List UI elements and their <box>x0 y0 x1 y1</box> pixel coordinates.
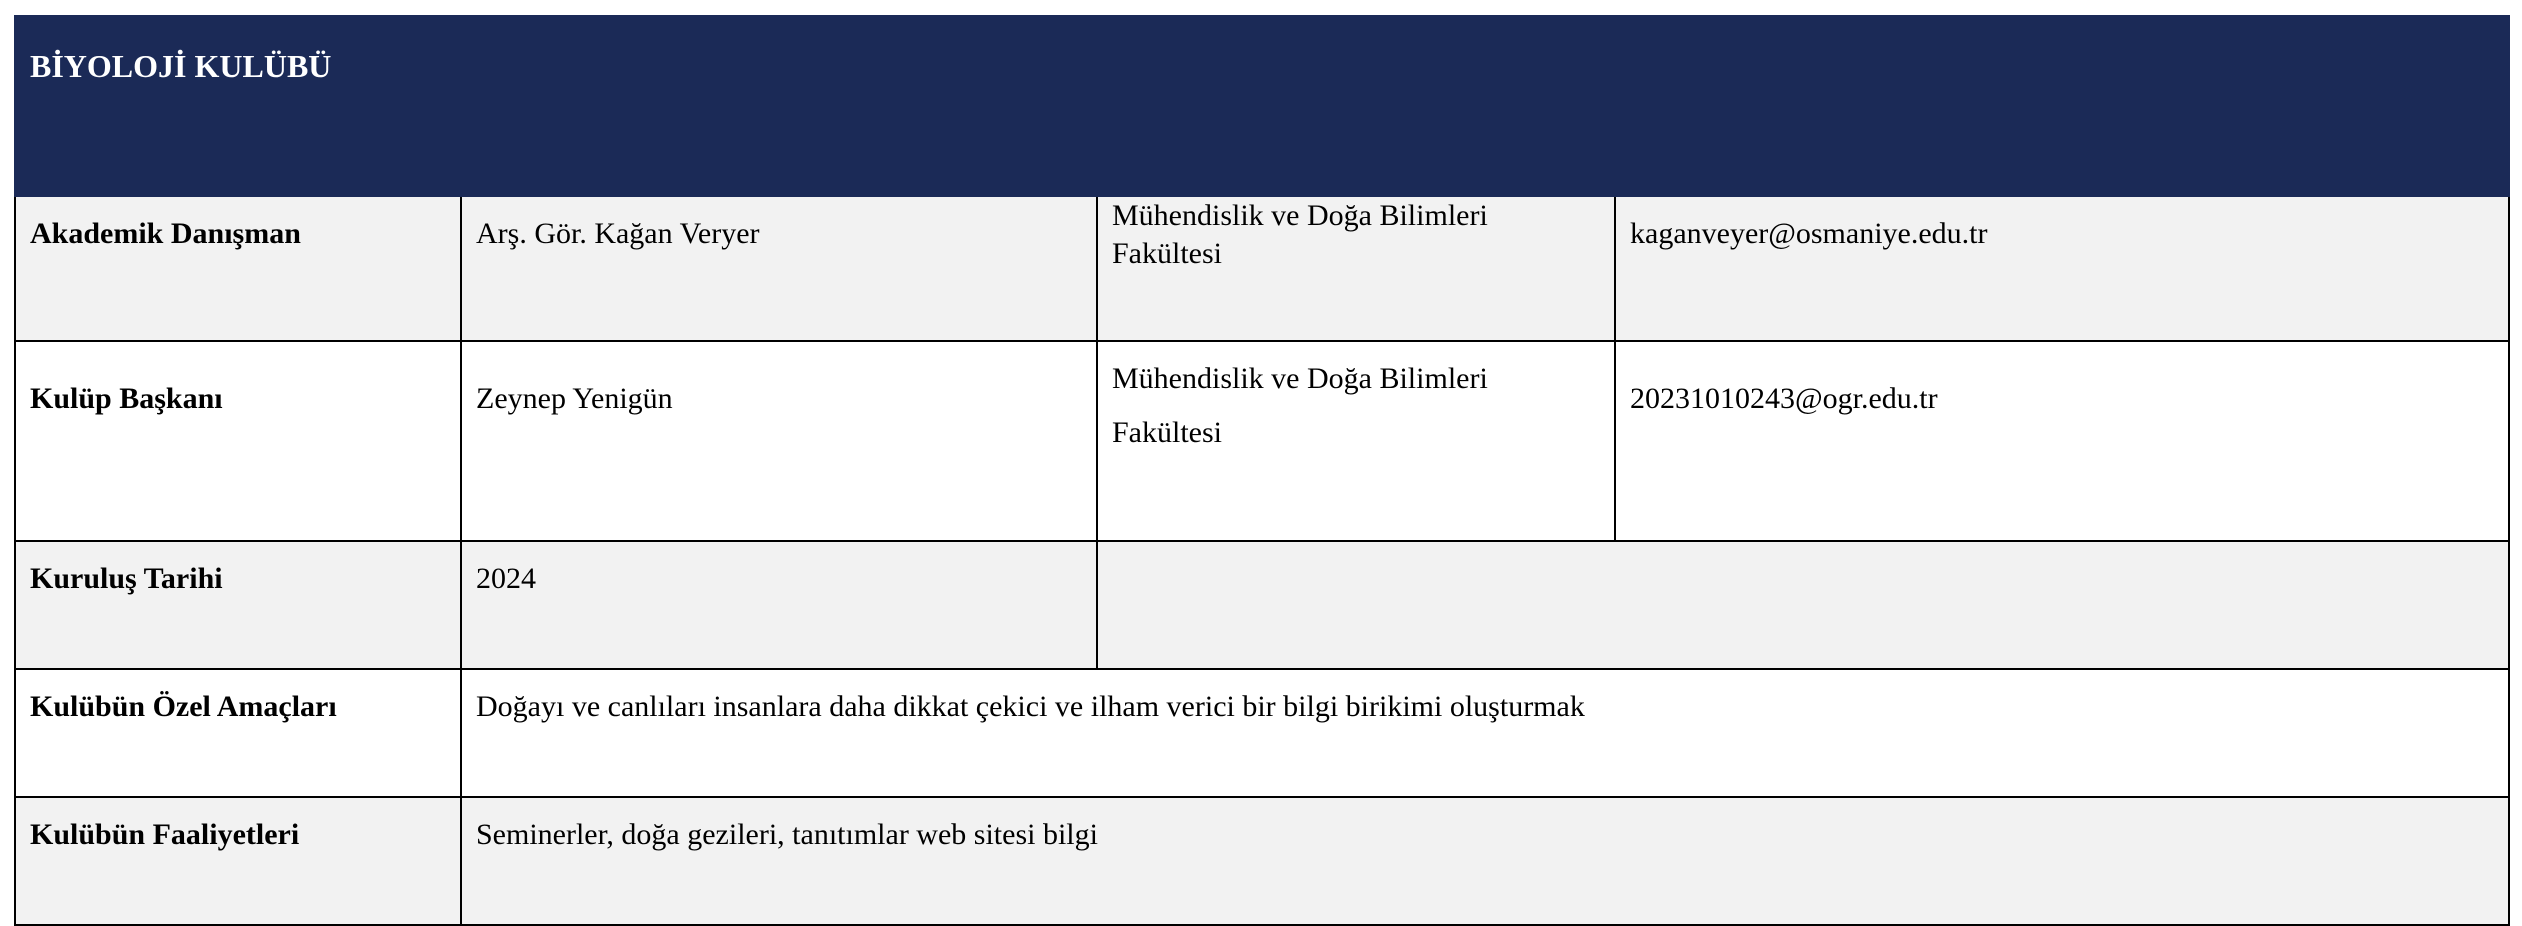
activities-row <box>15 797 2509 925</box>
advisor-name: Arş. Gör. Kağan Veryer <box>461 196 1097 341</box>
advisor-row <box>15 196 2509 341</box>
aims-label: Kulübün Özel Amaçları <box>15 669 461 797</box>
founded-value: 2024 <box>461 541 1097 669</box>
president-email: 20231010243@ogr.edu.tr <box>1615 341 2509 541</box>
president-label: Kulüp Başkanı <box>15 341 461 541</box>
club-info-table <box>14 15 2510 926</box>
president-name: Zeynep Yenigün <box>461 341 1097 541</box>
advisor-label: Akademik Danışman <box>15 196 461 341</box>
club-title: BİYOLOJİ KULÜBÜ <box>15 16 2509 196</box>
aims-value: Doğayı ve canlıları insanlara daha dikkat çekici ve ilham verici bir bilgi birikimi oluşturmak <box>461 669 2509 797</box>
aims-row <box>15 669 2509 797</box>
president-faculty: Mühendislik ve Doğa Bilimleri Fakültesi <box>1112 362 1488 449</box>
header-row <box>15 16 2509 196</box>
president-row <box>15 341 2509 541</box>
activities-label: Kulübün Faaliyetleri <box>15 797 461 925</box>
advisor-email: kaganveyer@osmaniye.edu.tr <box>1615 196 2509 341</box>
president-faculty-cell <box>1097 341 1615 541</box>
advisor-faculty: Mühendislik ve Doğa Bilimleri Fakültesi <box>1097 196 1615 341</box>
founded-label: Kuruluş Tarihi <box>15 541 461 669</box>
founded-row <box>15 541 2509 669</box>
activities-value: Seminerler, doğa gezileri, tanıtımlar web sitesi bilgi <box>461 797 2509 925</box>
founded-empty-cell <box>1097 541 2509 669</box>
